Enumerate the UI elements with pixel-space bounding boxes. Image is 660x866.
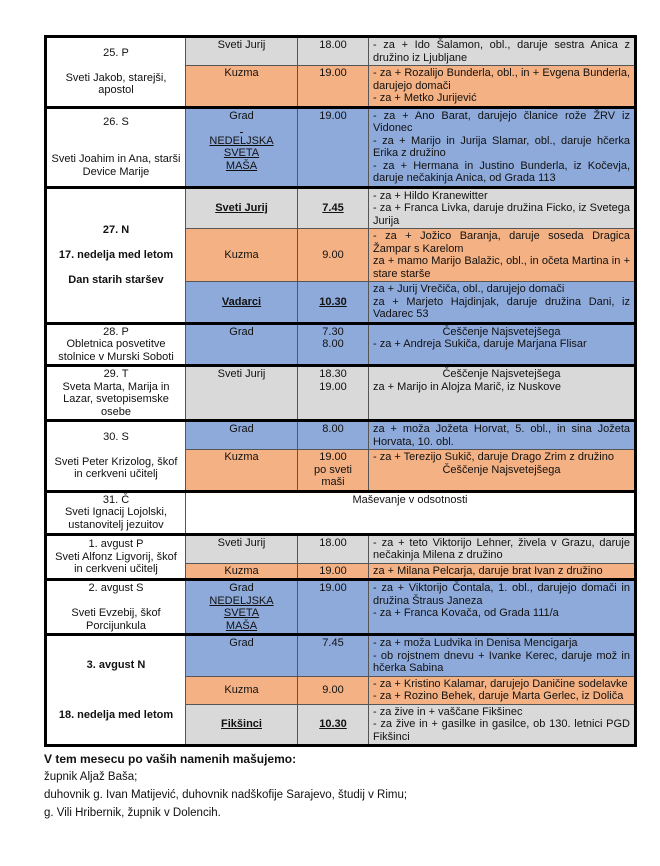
day-cell — [46, 421, 186, 492]
mass-time: 9.00 — [322, 248, 344, 261]
day-label-line: Dan starih staršev — [68, 273, 164, 286]
day-cell — [46, 491, 186, 534]
footer-line: g. Vili Hribernik, župnik v Dolencih. — [44, 807, 221, 819]
place-name: Kuzma — [224, 451, 259, 463]
place-cell — [186, 282, 298, 324]
day-label-line: Sveti Joahim in Ana, starši Device Marije — [51, 153, 181, 178]
table-row — [46, 491, 636, 534]
sunday-mass-note: MAŠA — [225, 619, 258, 632]
mass-time: 19.00 — [319, 67, 347, 79]
time-cell — [298, 66, 369, 108]
intention-line: - za + teto Viktorijo Lehner, živela v Grazu, daruje nečakinja Milena z družino — [373, 536, 630, 561]
place-cell — [186, 37, 298, 66]
sunday-mass-note: NEDELJSKA — [209, 134, 274, 147]
place-cell — [186, 229, 298, 282]
day-label-line: 26. S — [103, 115, 129, 128]
day-label-line — [51, 443, 181, 456]
mass-time: 18.00 — [319, 536, 347, 549]
day-label-line: 29. T — [103, 368, 129, 380]
place-name: Sveti Jurij — [215, 202, 268, 214]
intention-line: - za + Terezijo Sukič, daruje Drago Zrim z družino — [373, 451, 614, 463]
time-cell — [298, 187, 369, 229]
intention-line: - za + Marijo in Jurija Slamar, obl., daruje hčerka Erika z družino — [373, 134, 630, 159]
day-label-line — [51, 141, 181, 154]
day-cell — [46, 37, 186, 108]
sunday-mass-note: MAŠA — [225, 159, 258, 172]
day-label-line — [51, 128, 181, 141]
sunday-mass-note: SVETA — [223, 607, 260, 619]
place-name: Sveti Jurij — [217, 536, 266, 549]
intention-line: Češčenje Najsvetejšega — [442, 325, 561, 338]
place-name: Kuzma — [224, 683, 259, 696]
time-cell — [298, 563, 369, 580]
mass-time: 8.00 — [322, 423, 344, 435]
day-label-line — [51, 261, 181, 274]
place-name: Sveti Jurij — [217, 368, 266, 380]
day-label-line — [51, 236, 181, 249]
mass-time: 18.00 — [319, 39, 347, 51]
intention-line: - za + Ido Šalamon, obl., daruje sestra Anica z družino iz Ljubljane — [373, 39, 630, 64]
day-group — [46, 421, 636, 492]
intentions-cell — [369, 229, 636, 282]
intention-line: - za + Rozino Behek, daruje Marta Gerlec, iz Doliča — [373, 690, 624, 702]
place-name: Kuzma — [224, 564, 259, 577]
day-label-line: 18. nedelja med letom — [58, 708, 174, 721]
place-name: Grad — [229, 637, 254, 649]
intentions-cell — [369, 676, 636, 704]
place-name: Kuzma — [224, 67, 259, 79]
time-cell — [298, 704, 369, 746]
place-cell — [186, 421, 298, 450]
place-name: Vadarci — [221, 295, 262, 308]
intention-line: - za žive in + gasilke in gasilce, ob 130. letnici PGD Fikšinci — [373, 718, 630, 743]
place-name: Kuzma — [224, 248, 259, 261]
mass-time: 19.00 — [319, 451, 347, 463]
day-label-line: Sveti Ignacij Lojolski, ustanovitelj jezuitov — [64, 506, 168, 531]
intentions-cell — [369, 534, 636, 563]
intention-line: - za + Metko Jurijević — [373, 92, 477, 104]
intention-line: - za + Hildo Kranewitter — [373, 189, 488, 202]
place-cell — [186, 563, 298, 580]
document — [44, 35, 634, 822]
day-cell — [46, 580, 186, 635]
mass-time: 19.00 — [319, 109, 347, 122]
day-label-line: Obletnica posvetitve stolnice v Murski Soboti — [58, 338, 174, 363]
day-label-line: Sveti Evzebij, škof — [71, 607, 161, 619]
intention-line: - ob rojstnem dnevu + Ivanke Kerec, daruje mož in hčerka Sabina — [373, 649, 630, 674]
time-cell — [298, 107, 369, 187]
place-cell — [186, 366, 298, 421]
day-label-line: 25. P — [103, 46, 129, 59]
time-cell — [298, 229, 369, 282]
time-cell — [298, 635, 369, 677]
place-cell — [186, 450, 298, 492]
place-name: Fikšinci — [221, 718, 262, 730]
day-label-line: Sveti Alfonz Ligvorij, škof in cerkveni učitelj — [55, 550, 177, 575]
intention-line: - za + Rozalijo Bunderla, obl., in + Evgena Bunderla, darujejo domači — [373, 67, 630, 92]
footer-line: župnik Aljaž Baša; — [44, 771, 138, 783]
footer — [44, 750, 634, 822]
mass-time: 10.30 — [319, 295, 347, 308]
intentions-cell — [369, 282, 636, 324]
place-cell — [186, 704, 298, 746]
intention-line: za + mamo Marijo Balažic, obl., in očeta Martina in + stare starše — [373, 255, 630, 280]
mass-time: 7.45 — [322, 202, 344, 214]
time-cell — [298, 421, 369, 450]
day-label-line — [51, 595, 181, 608]
day-label-line: 17. nedelja med letom — [58, 248, 174, 261]
day-group — [46, 580, 636, 635]
day-cell — [46, 323, 186, 366]
day-label-line — [51, 671, 181, 684]
intentions-cell — [369, 107, 636, 187]
place-cell — [186, 534, 298, 563]
table-row — [46, 580, 636, 635]
day-group — [46, 37, 636, 108]
intention-line: - za + Ano Barat, darujejo članice rože ŽRV iz Vidonec — [373, 109, 630, 134]
intention-line: - za + Kristino Kalamar, darujejo Daničine sodelavke — [373, 677, 628, 690]
intention-line: - za + Franca Livka, daruje družina Ficko, iz Svetega Jurija — [373, 202, 630, 227]
intention-line: za + moža Jožeta Horvat, 5. obl., in sina Jožeta Horvata, 10. obl. — [373, 423, 630, 448]
day-label-line: 1. avgust P — [88, 538, 144, 550]
place-cell — [186, 107, 298, 187]
day-label-line: 28. P — [103, 325, 129, 338]
day-label-line: Porcijunkula — [86, 619, 146, 632]
place-name: Grad — [229, 423, 254, 435]
day-group — [46, 187, 636, 323]
day-label-line: 31. Č — [102, 493, 130, 506]
intentions-cell — [369, 366, 636, 421]
day-label-line: 27. N — [102, 223, 130, 236]
intention-line: za + Marjeto Hajdinjak, daruje družina Dani, iz Vadarec 53 — [373, 295, 630, 320]
time-cell — [298, 450, 369, 492]
day-label-line: 2. avgust S — [88, 582, 144, 594]
mass-time: 19.00 — [319, 380, 347, 393]
time-cell — [298, 282, 369, 324]
place-cell — [186, 187, 298, 229]
time-cell — [298, 323, 369, 366]
intentions-cell — [369, 635, 636, 677]
sunday-mass-note: NEDELJSKA — [209, 594, 274, 607]
day-group — [46, 635, 636, 746]
mass-time: 8.00 — [322, 338, 344, 350]
day-cell — [46, 635, 186, 746]
mass-schedule-table — [44, 35, 637, 747]
intentions-cell — [369, 66, 636, 108]
day-group — [46, 107, 636, 187]
time-cell — [298, 534, 369, 563]
mass-time: maši — [321, 476, 345, 488]
intentions-cell — [369, 704, 636, 746]
intention-line: - za + Andreja Sukiča, daruje Marjana Flisar — [373, 338, 587, 350]
day-label-line: Sveti Peter Krizolog, škof in cerkveni učitelj — [54, 455, 178, 481]
intentions-cell — [369, 323, 636, 366]
table-row — [46, 323, 636, 366]
mass-time: 10.30 — [319, 718, 347, 730]
day-cell — [46, 107, 186, 187]
table-row — [46, 421, 636, 450]
day-group — [46, 491, 636, 534]
table-row — [46, 534, 636, 563]
day-label-line — [51, 684, 181, 697]
intention-line: - za + Hermana in Justino Bunderla, iz Kočevja, daruje nečakinja Anica, od Grada 113 — [373, 159, 630, 184]
place-name: Grad — [229, 109, 254, 122]
footer-heading: V tem mesecu po vaših namenih mašujemo: — [44, 752, 297, 766]
note-cell: Maševanje v odsotnosti — [186, 491, 636, 534]
intention-line: - za + Franca Kovača, od Grada 111/a — [373, 607, 559, 619]
intentions-cell — [369, 421, 636, 450]
mass-time: 19.00 — [319, 564, 347, 577]
intentions-cell — [369, 580, 636, 635]
day-label-line: 3. avgust N — [86, 658, 146, 671]
place-cell — [186, 323, 298, 366]
day-group — [46, 366, 636, 421]
intentions-cell — [369, 37, 636, 66]
table-row — [46, 107, 636, 187]
day-label-line: Sveti Jakob, starejši, apostol — [65, 71, 167, 97]
place-name: Grad — [229, 325, 254, 338]
day-label-line: Sveta Marta, Marija in Lazar, svetopisemske osebe — [62, 380, 170, 418]
table-row — [46, 187, 636, 229]
table-row — [46, 37, 636, 66]
sunday-mass-note — [190, 122, 293, 135]
mass-time: 18.30 — [319, 368, 347, 380]
footer-line: duhovnik g. Ivan Matijević, duhovnik nadškofije Sarajevo, študij v Rimu; — [44, 789, 408, 801]
place-cell — [186, 66, 298, 108]
place-name: Grad — [229, 582, 254, 594]
intention-line: za + Marijo in Alojza Marič, iz Nuskove — [373, 380, 561, 393]
place-name: Sveti Jurij — [217, 39, 266, 51]
mass-time: 19.00 — [319, 582, 347, 594]
intention-line: - za + Viktorijo Čontala, 1. obl., darujejo domači in družina Štraus Janeza — [373, 582, 630, 607]
table-row — [46, 635, 636, 677]
day-cell — [46, 366, 186, 421]
table-row — [46, 366, 636, 421]
day-label-line — [51, 59, 181, 72]
intentions-cell — [369, 450, 636, 492]
sunday-mass-note: SVETA — [223, 147, 260, 159]
time-cell — [298, 366, 369, 421]
day-group — [46, 534, 636, 580]
mass-time: 7.45 — [322, 637, 344, 649]
time-cell — [298, 676, 369, 704]
time-cell — [298, 580, 369, 635]
intention-line: - za žive in + vaščane Fikšinec — [373, 705, 523, 718]
intention-line: za + Milana Pelcarja, daruje brat Ivan z družino — [373, 564, 603, 577]
day-cell — [46, 187, 186, 323]
intention-line: - za + moža Ludvika in Denisa Mencigarja — [373, 637, 578, 649]
time-cell — [298, 37, 369, 66]
intentions-cell — [369, 563, 636, 580]
mass-time: po sveti — [314, 463, 352, 476]
day-label-line: 30. S — [103, 430, 129, 443]
intention-line: - za + Jožico Baranja, daruje soseda Dragica Žampar s Karelom — [373, 230, 630, 255]
day-group — [46, 323, 636, 366]
intentions-cell — [369, 187, 636, 229]
day-label-line — [51, 696, 181, 709]
intention-line: za + Jurij Vrečiča, obl., darujejo domači — [373, 283, 565, 295]
mass-time: 7.30 — [322, 325, 344, 338]
intention-line: Češčenje Najsvetejšega — [442, 368, 561, 380]
place-cell — [186, 580, 298, 635]
place-cell — [186, 635, 298, 677]
mass-time: 9.00 — [322, 683, 344, 696]
day-cell — [46, 534, 186, 580]
intention-line: Češčenje Najsvetejšega — [442, 463, 561, 476]
place-cell — [186, 676, 298, 704]
